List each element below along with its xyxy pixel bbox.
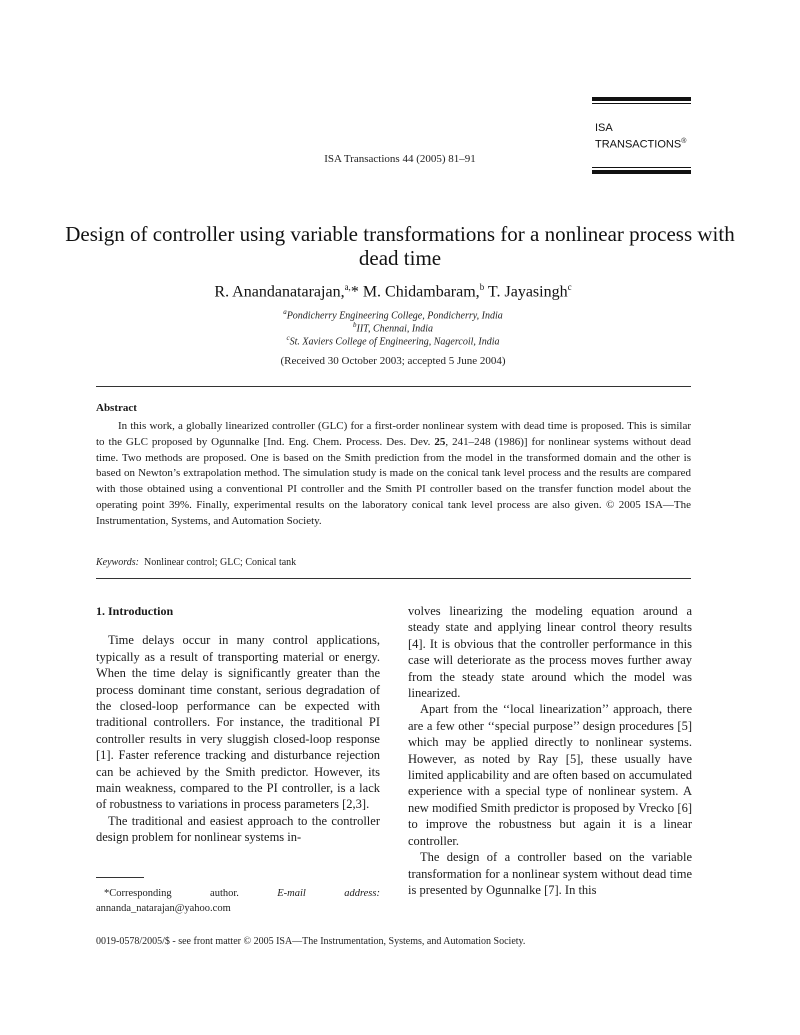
abstract-part-2: , 241–248 (1986)] for nonlinear systems without dead time. Two methods are proposed. One is based on the Smith prediction from the model in the transformed domain and the other is based on Newton’s extrapolation method. The simulation study is made on the conical tank level process and the results are compared with those obtained using a conventional PI controller and the Smith PI controller based on the transfer function model about the operating point 39%. Finally, experimental results on the laboratory conical tank level process are also given. © 2005 ISA—The Instrumentation, Systems, and Automation Society. xyxy=(96,435,692,527)
affiliation-1 xyxy=(0,308,786,321)
corresponding-mark: * xyxy=(350,283,359,301)
keywords-text: Nonlinear control; GLC; Conical tank xyxy=(143,557,297,568)
logo-line-1: ISA xyxy=(595,122,613,134)
journal-reference: ISA Transactions 44 (2005) 81–91 xyxy=(324,153,476,165)
footnote-rule xyxy=(96,877,144,878)
right-paragraph-3: The design of a controller based on the variable transformation for a nonlinear system without dead time is presented by Ogunnalke [7]. In this xyxy=(408,850,692,897)
left-column xyxy=(96,603,380,846)
author-list xyxy=(0,282,786,301)
right-paragraph-1: volves linearizing the modeling equation around a steady state and applying linear control theory results [4]. It is obvious that the controller performance in this case will deteriorate as the process moves further away from the steady state around which the model was linearized. xyxy=(408,604,692,701)
logo-line-2: TRANSACTIONS xyxy=(595,138,682,151)
footnote xyxy=(96,886,380,916)
author-1-sup: a, xyxy=(344,282,351,292)
abstract-heading: Abstract xyxy=(96,402,137,414)
affiliation-1-sup: a xyxy=(283,308,287,316)
footnote-email-label: E-mail xyxy=(277,888,306,899)
copyright-line: 0019-0578/2005/$ - see front matter © 2005 ISA—The Instrumentation, Systems, and Automation Society. xyxy=(96,936,526,947)
abstract-part-1: In this work, a globally linearized controller (GLC) for a first-order nonlinear system with dead time is proposed. This is similar to the GLC proposed by Ogunnalke [Ind. Eng. Chem. Process. Des. Dev. xyxy=(96,420,691,448)
author-2-sup: b xyxy=(479,282,485,292)
author-3-name: T. Jayasingh xyxy=(487,283,568,301)
keywords-label: Keywords: xyxy=(96,557,139,568)
affiliation-1-text: Pondicherry Engineering College, Pondicherry, India xyxy=(286,310,503,322)
right-paragraph-2: Apart from the ‘‘local linearization’’ approach, there are a few other ‘‘special purpose’’ design procedures [5] which may be applied directly to nonlinear systems. However, as noted by Ray [5], these usually have limited applicability and are often based on accumulated experience with a special type of nonlinear system. A new modified Smith predictor is proposed by Vrecko [6] to improve the robustness but again it is a linear controller. xyxy=(408,702,692,848)
affiliation-3 xyxy=(0,334,786,347)
rule-below-keywords xyxy=(96,578,691,579)
abstract-volume: 25 xyxy=(434,435,446,448)
author-2-name: M. Chidambaram, xyxy=(362,283,480,301)
footnote-address-label: address: xyxy=(344,888,380,899)
left-paragraph-2: The traditional and easiest approach to the controller design problem for nonlinear systems in- xyxy=(96,813,380,845)
affiliation-2-text: IIT, Chennai, India xyxy=(356,323,433,335)
affiliation-3-sup: c xyxy=(286,334,290,342)
registered-mark: ® xyxy=(681,138,687,145)
affiliation-3-text: St. Xaviers College of Engineering, Nagercoil, India xyxy=(289,336,500,348)
left-paragraph-1: Time delays occur in many control applications, typically as a result of transporting material or energy. When the time delay is significantly greater than the process dominant time constant, serious degradation of the closed-loop performance can be expected with traditional controllers. For instance, the traditional PI controller results in very sluggish closed-loop response [1]. Faster reference tracking and disturbance rejection can be achieved by the Smith predictor. However, its main weakness, compared to the PI controller, is a lack of robustness to variations in process parameters [2,3]. xyxy=(96,633,380,812)
logo-bottom-bars xyxy=(592,167,691,174)
right-column xyxy=(408,603,692,898)
affiliation-2-sup: b xyxy=(353,321,357,329)
abstract-text xyxy=(96,419,691,530)
rule-above-abstract xyxy=(96,386,691,387)
author-1-name: R. Anandanatarajan, xyxy=(214,283,345,301)
paper-title: Design of controller using variable transformations for a nonlinear process with dead time xyxy=(65,222,735,270)
received-dates: (Received 30 October 2003; accepted 5 June 2004) xyxy=(280,355,506,367)
affiliation-2 xyxy=(0,321,786,334)
footnote-email[interactable]: annanda_natarajan@yahoo.com xyxy=(96,903,231,914)
author-3-sup: c xyxy=(567,282,572,292)
section-heading: 1. Introduction xyxy=(96,604,174,618)
footnote-mark: *Corresponding xyxy=(104,888,172,899)
logo-top-bars xyxy=(592,97,691,104)
footnote-word-author: author. xyxy=(210,888,239,899)
keywords xyxy=(96,557,296,568)
journal-logo xyxy=(595,122,686,152)
